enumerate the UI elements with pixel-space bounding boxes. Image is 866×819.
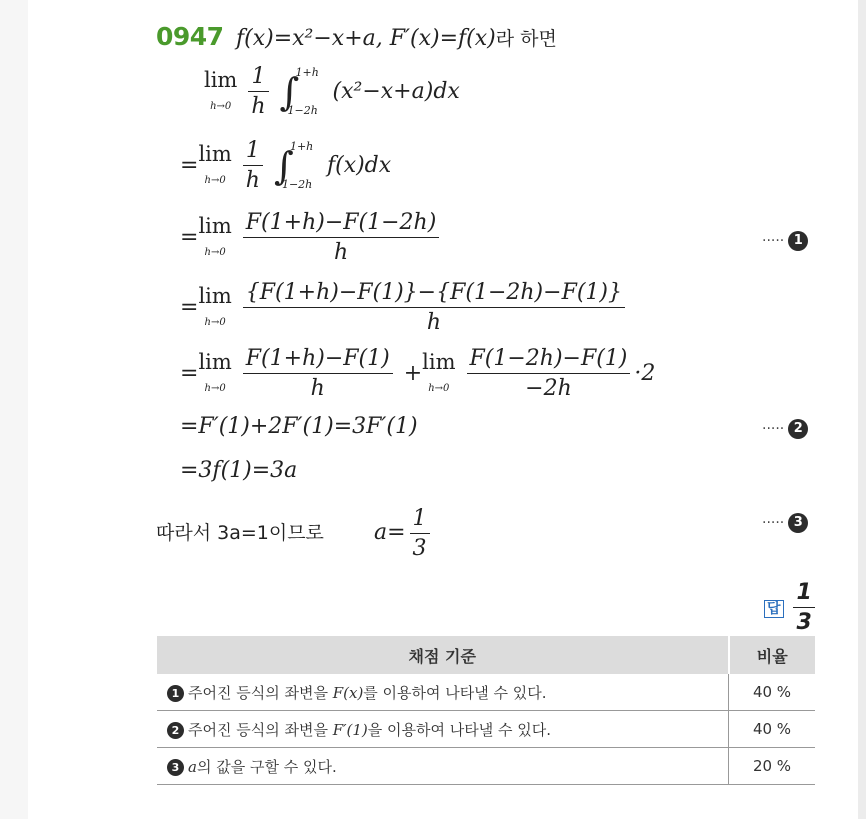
problem-number: 0947 (156, 22, 224, 51)
conclusion-lhs: a= (373, 519, 406, 545)
step-number-2: 2 (788, 419, 808, 439)
equals-sign: = (180, 152, 199, 178)
header-ratio: 비율 (729, 636, 816, 674)
step-1 (204, 64, 460, 120)
step-7: =3f(1)=3a (180, 458, 298, 483)
ratio-cell: 40 % (729, 711, 816, 748)
table-row (157, 748, 815, 785)
limit-operator-2: lim h→0 (422, 349, 456, 394)
criteria-number: 3 (167, 759, 184, 776)
equals-sign: = (180, 360, 199, 386)
table-header-row (157, 636, 815, 674)
table-row (157, 711, 815, 748)
step-2 (180, 138, 391, 194)
step-number-1: 1 (788, 231, 808, 251)
page-left-margin (0, 0, 28, 819)
fraction: $\frac{F(1+h)-F(1)}{h}$ (243, 346, 393, 402)
criteria-cell: 1 주어진 등식의 좌변을 F(x)를 이용하여 나타낼 수 있다. (157, 674, 729, 711)
header-criteria: 채점 기준 (157, 636, 729, 674)
criteria-cell: 2 주어진 등식의 좌변을 F′(1)을 이용하여 나타낼 수 있다. (157, 711, 729, 748)
step-6: =F′(1)+2F′(1)=3F′(1) (180, 414, 418, 439)
answer-label: 답 (764, 600, 784, 618)
grading-table (157, 636, 815, 785)
fraction-2: $\frac{F(1-2h)-F(1)}{-2h}$ (467, 346, 631, 402)
conclusion-text: 따라서 3a=1이므로 (156, 521, 324, 544)
ratio-cell: 20 % (729, 748, 816, 785)
page-right-margin (858, 0, 866, 819)
table-row (157, 674, 815, 711)
criteria-number: 1 (167, 685, 184, 702)
marker-2: ····· 2 (762, 418, 808, 439)
step-4 (180, 280, 629, 336)
header-equation: f(x)=x²−x+a, F′(x)=f(x) (236, 26, 496, 51)
criteria-cell: 3 a의 값을 구할 수 있다. (157, 748, 729, 785)
header-text: 라 하면 (495, 28, 557, 50)
marker-1: ····· 1 (762, 230, 808, 251)
limit-operator: lim h→0 (198, 141, 232, 186)
step-3 (180, 210, 443, 266)
fraction: $\frac{\{F(1+h)-F(1)\}-\{F(1-2h)-F(1)\}}{h}$ (243, 280, 625, 336)
conclusion (156, 506, 434, 562)
plus-sign: + (403, 360, 423, 386)
step-number-3: 3 (788, 513, 808, 533)
times-two: ·2 (634, 360, 656, 386)
integral-sign: ∫ 1+h 1−2h (279, 65, 319, 117)
answer-fraction: $\frac{1}{3}$ (793, 580, 814, 636)
fraction: $\frac{1}{h}$ (243, 138, 263, 194)
fraction: $\frac{F(1+h)-F(1-2h)}{h}$ (243, 210, 440, 266)
limit-operator: lim h→0 (198, 213, 232, 258)
fraction: $\frac{1}{h}$ (248, 64, 268, 120)
equals-sign: = (180, 224, 199, 250)
integrand: f(x)dx (326, 152, 392, 178)
step-5 (180, 346, 655, 402)
answer (764, 580, 819, 636)
integrand: (x²−x+a)dx (332, 78, 460, 104)
limit-operator: lim h→0 (204, 67, 238, 112)
criteria-number: 2 (167, 722, 184, 739)
marker-3: ····· 3 (762, 512, 808, 533)
ratio-cell: 40 % (729, 674, 816, 711)
conclusion-fraction: $\frac{1}{3}$ (410, 506, 430, 562)
integral-sign: ∫ 1+h 1−2h (273, 139, 314, 191)
problem-header (236, 24, 557, 51)
limit-operator: lim h→0 (198, 283, 232, 328)
equals-sign: = (180, 294, 199, 320)
limit-operator: lim h→0 (198, 349, 232, 394)
